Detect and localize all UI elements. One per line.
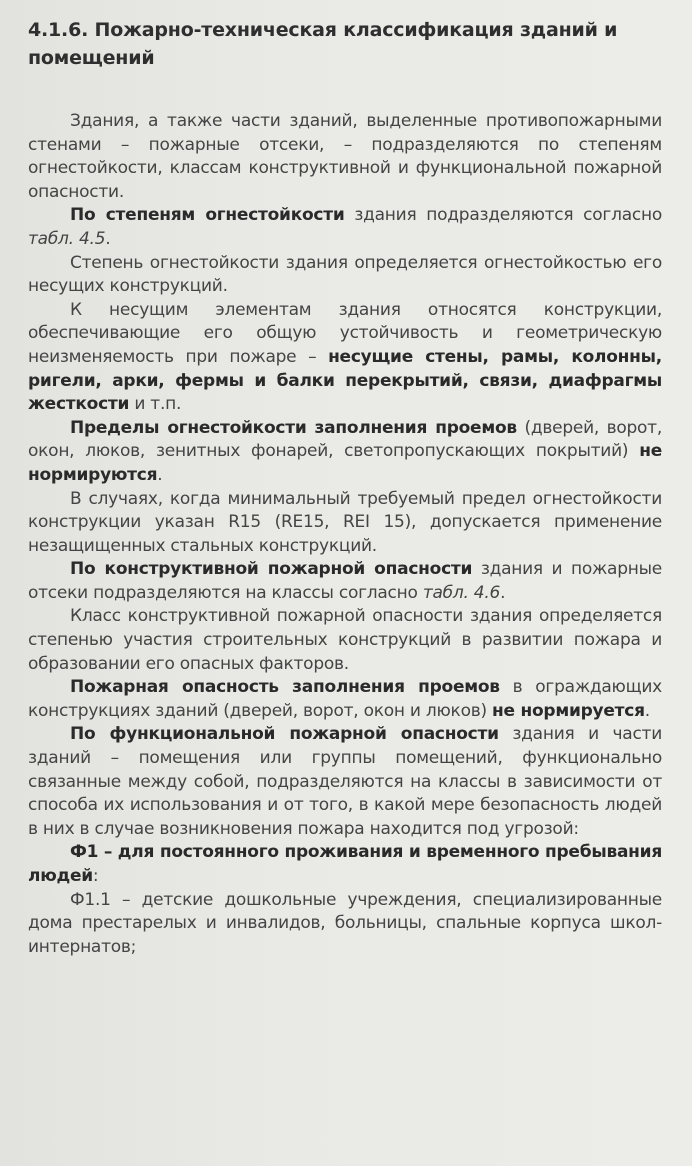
paragraph-constructive [28,558,662,605]
bold-term: По конструктивной пожарной опасности [70,559,473,580]
paragraph-r15 [28,488,662,559]
paragraph-text: Ф1.1 – детские дошкольные учреждения, специализированные дома престарелых и инвалидов, больницы, спальные корпуса школ-интернатов; [28,889,662,957]
paragraph-fire-resistance [28,204,662,251]
bold-term: По функциональной пожарной опасности [70,724,499,745]
paragraph-intro [28,110,662,204]
paragraph-f1-title [28,841,662,888]
section-heading: 4.1.6. Пожарно-техническая классификация зданий и помещений [28,19,618,69]
bold-term: не нормируются [28,441,662,485]
paragraph-text: Класс конструктивной пожарной опасности здания определяется степенью участия строительных конструкций в развитии пожара и образовании его опасных факторов. [28,606,662,674]
bold-term: Пределы огнестойкости заполнения проемов [70,417,517,438]
table-reference: табл. 4.5 [28,228,106,249]
paragraph-text: Степень огнестойкости здания определяется огнестойкостью его несущих конструкций. [28,252,662,297]
paragraph-text: и т.п. [129,394,182,415]
paragraph-openings-hazard [28,676,662,723]
bold-term: Пожарная опасность заполнения проемов [70,677,500,698]
paragraph-text: . [644,700,650,721]
paragraph-f1-1 [28,889,662,960]
paragraph-text: : [92,866,99,886]
paragraph-functional [28,723,662,841]
paragraph-text: . [500,582,506,603]
paragraph-text: в ограждающих конструкциях зданий (дверей, ворот, окон и люков) [28,677,662,721]
bold-term: Ф1 – для постоянного проживания и временного пребывания людей [28,842,662,886]
paragraph-text: . [157,464,163,485]
paragraph-text: Здания, а также части зданий, выделенные противопожарными стенами – пожарные отсеки, – подразделяются по степеням огнестойкости, классам конструктивной и функциональной пожарной опасности. [28,111,662,202]
bold-term: не нормируется [492,700,645,721]
paragraph-constructive-class [28,605,662,676]
paragraph-text: здания и части зданий – помещения или группы помещений, функционально связанные между собой, подразделяются на классы в зависимости от способа их использования и от того, в какой мере безопасность людей в них в случае возникновения пожара находится под угрозой: [28,724,662,839]
paragraph-load-bearing [28,299,662,417]
paragraph-text: (дверей, ворот, окон, люков, зенитных фонарей, светопропускающих покрытий) [28,417,662,462]
bold-term: По степеням огнестойкости [70,205,345,226]
paragraph-text: здания подразделяются согласно [344,205,663,226]
paragraph-text: . [105,228,111,249]
paragraph-text: В случаях, когда минимальный требуемый предел огнестойкости конструкции указан R15 (RE15, REI 15), допускается применение незащищенных стальных конструкций. [28,488,662,556]
paragraph-text: К несущим элементам здания относятся конструкции, обеспечивающие его общую устойчивость и геометрическую неизменяемость при пожаре – [28,299,662,367]
paragraph-text: здания и пожарные отсеки подразделяются на классы согласно [28,559,662,603]
paragraph-openings-limits [28,417,662,488]
paragraph-degree [28,252,662,299]
bold-term: несущие стены, рамы, колонны, ригели, арки, фермы и балки перекрытий, связи, диафрагмы жесткости [28,346,662,415]
table-reference: табл. 4.6 [422,582,501,603]
